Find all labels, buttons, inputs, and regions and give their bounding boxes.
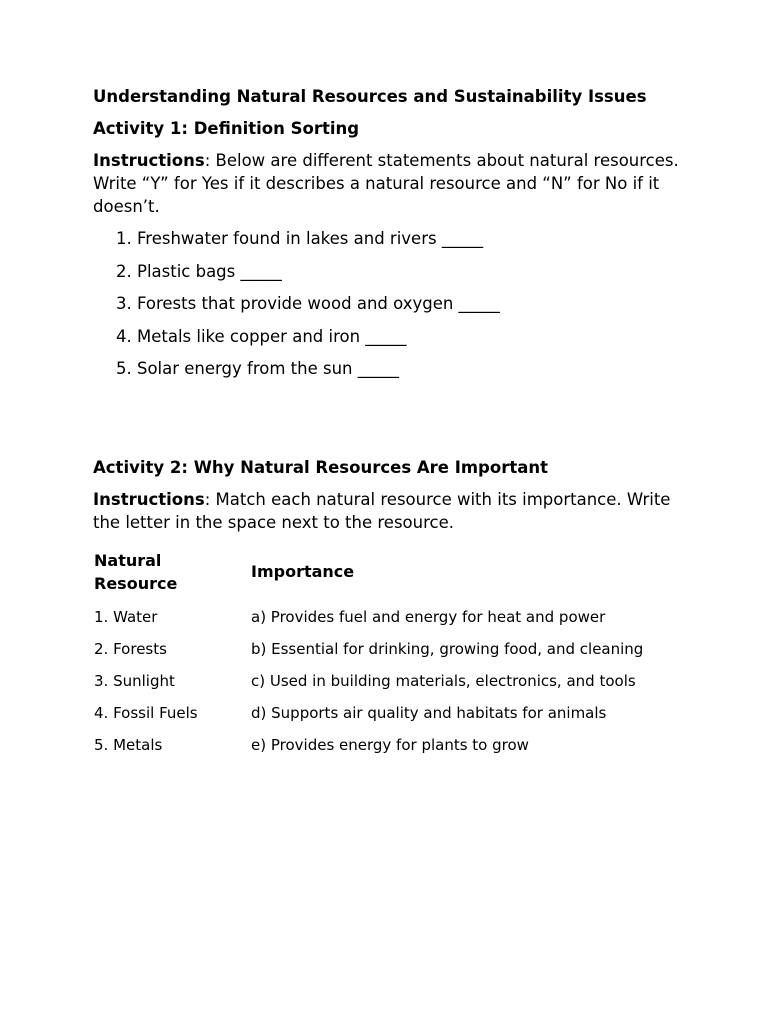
matching-table: [93, 543, 683, 761]
table-row: [93, 601, 683, 633]
table-header-row: [93, 543, 683, 601]
worksheet-page: [93, 85, 683, 761]
activity2-instructions-text: : Match each natural resource with its importance. Write the letter in the space next to the resource.: [93, 489, 671, 532]
activity2-instructions-label: Instructions: [93, 489, 205, 509]
table-row: [93, 665, 683, 697]
resource-cell: 3. Sunlight: [94, 671, 175, 690]
importance-cell: c) Used in building materials, electronics, and tools: [251, 671, 636, 690]
resource-cell: 2. Forests: [94, 639, 167, 658]
activity2-instructions: [93, 488, 683, 534]
resource-cell: 1. Water: [94, 607, 158, 626]
activity1-heading: Activity 1: Definition Sorting: [93, 119, 360, 138]
activity1-instructions: [93, 149, 683, 218]
table-row: [93, 697, 683, 729]
column-header-natural-resource: Natural Resource: [94, 550, 178, 593]
list-item: 5. Solar energy from the sun _____: [116, 359, 399, 378]
activity2-heading: Activity 2: Why Natural Resources Are Important: [93, 457, 548, 477]
resource-cell: 4. Fossil Fuels: [94, 703, 198, 722]
list-item: 2. Plastic bags _____: [116, 261, 282, 281]
document-title: Understanding Natural Resources and Sustainability Issues: [93, 87, 647, 106]
activity1-statement-list: [93, 227, 683, 380]
list-item: 3. Forests that provide wood and oxygen _____: [116, 294, 500, 313]
column-header-importance: Importance: [251, 562, 355, 581]
importance-cell: d) Supports air quality and habitats for animals: [251, 703, 607, 722]
activity1-instructions-label: Instructions: [93, 151, 205, 170]
list-item: 4. Metals like copper and iron _____: [116, 326, 407, 346]
importance-cell: e) Provides energy for plants to grow: [251, 735, 529, 754]
activity1-instructions-text: : Below are different statements about natural resources. Write “Y” for Yes if it describes a natural resource and “N” for No if it doesn’t.: [93, 151, 679, 216]
table-row: [93, 729, 683, 761]
resource-cell: 5. Metals: [94, 735, 163, 754]
importance-cell: a) Provides fuel and energy for heat and power: [251, 607, 606, 626]
section-spacer: [93, 390, 683, 456]
list-item: 1. Freshwater found in lakes and rivers _____: [116, 229, 484, 248]
table-row: [93, 633, 683, 665]
importance-cell: b) Essential for drinking, growing food, and cleaning: [251, 639, 644, 658]
